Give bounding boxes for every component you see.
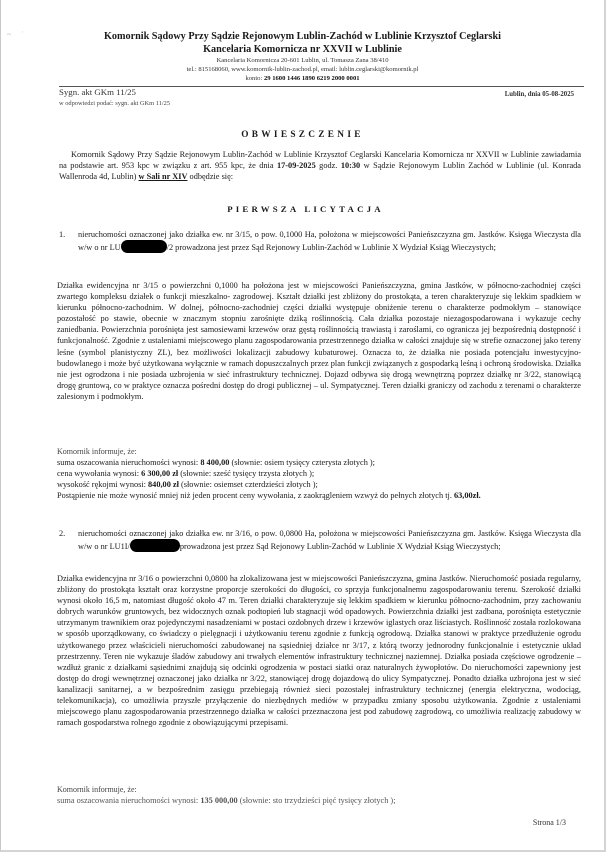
item-text: nieruchomości oznaczonej jako działka ew. nr 3/15, o pow. 0,1000 Ha, położona w miejscowości Panieńszczyzna gm. Jastków. Księga Wieczysta dla w/w o nr LU <box>78 230 581 252</box>
item-number: 1. <box>59 230 66 239</box>
redaction-block <box>121 240 167 253</box>
case-signature: Sygn. akt GKm 11/25 <box>59 87 136 97</box>
property-item-1 <box>59 229 581 253</box>
letterhead-address: Kancelaria Komornicza 20-601 Lublin, ul. Tomasza Zana 38/410 <box>216 57 389 64</box>
auction-date: 17-09-2025 <box>277 161 316 170</box>
redaction-block <box>130 539 180 552</box>
intro-text: godz. <box>315 161 341 170</box>
valuation-info-1 <box>57 446 587 501</box>
intro-paragraph <box>59 149 581 182</box>
place-date: Lublin, dnia 05-08-2025 <box>504 91 574 98</box>
property-item-2 <box>59 528 581 552</box>
letterhead <box>1 30 604 83</box>
item-text: prowadzona jest przez Sąd Rejonowy Lublin-Zachód w Lublinie X Wydział Ksiąg Wieczystych; <box>179 542 501 551</box>
letterhead-title: Komornik Sądowy Przy Sądzie Rejonowym Lublin-Zachód w Lublinie Krzysztof Ceglarski <box>103 31 502 42</box>
call-price-line: cena wywołania wynosi: 6 300,00 zł (słownie: sześć tysięcy trzysta złotych ); <box>57 469 315 478</box>
item-text: nieruchomości oznaczonej jako działka ew. nr 3/16, o pow. 0,0800 Ha, położona w miejscowości Panieńszczyzna gm. Jastków. Księga Wieczysta dla w/w o nr LU1I/ <box>78 529 581 551</box>
letterhead-office: Kancelaria Komornicza nr XXVII w Lublinie <box>203 44 402 55</box>
item-text: /2 prowadzona jest przez Sąd Rejonowy Lublin-Zachód w Lublinie X Wydział Ksiąg Wieczystych; <box>166 243 496 252</box>
estimate-value: 8 400,00 <box>200 458 230 467</box>
auction-room: w Sali nr XIV <box>138 172 188 181</box>
deposit-value: 840,00 zł <box>148 480 179 489</box>
account-label: konto: <box>245 75 263 82</box>
account-number: 29 1600 1446 1890 6219 2000 0001 <box>263 75 360 82</box>
info-heading: Komornik informuje, że: <box>57 447 137 456</box>
bid-increment-value: 63,00zł. <box>453 491 481 500</box>
letterhead-contact: tel.: 815168060, www.komornik-lublin-zachod.pl, email: lublin.ceglarski@komornik.pl <box>186 66 419 73</box>
estimate-line: suma oszacowania nieruchomości wynosi: 135 000,00 (słownie: sto trzydzieści pięć tysięcy złotych ); <box>57 796 396 805</box>
info-heading: Komornik informuje, że: <box>57 785 137 794</box>
page-number: Strona 1/3 <box>532 818 566 827</box>
estimate-value: 135 000,00 <box>200 796 238 805</box>
scan-artifact: ~ ˈ <box>7 30 28 39</box>
header-divider <box>59 86 584 87</box>
estimate-line: suma oszacowania nieruchomości wynosi: 8 400,00 (słownie: osiem tysięcy czterysta złotych ); <box>57 458 375 467</box>
property-description-2: Działka ewidencyjna nr 3/16 o powierzchni 0,0800 ha zlokalizowana jest w miejscowości Panieńszczyzna, gmina Jastków. Nieruchomość posiada regularny, zbliżony do prostokąta kształt oraz korzystne proporcje szerokości do długości, co sprzyja funkcjonalnemu zagospodarowaniu terenu. Szerokość działki wynosi około 16,5 m, natomiast długość około 47 m. Teren działki charakteryzuje się lekkim spadkiem w kierunku północno-zachodnim, przy zachowaniu dobrych warunków gruntowych, bez widocznych oznak podtopień lub stagnacji wód opadowych. Powierzchnia działki jest zadbana, porośnięta estetycznie utrzymanym trawnikiem oraz pojedynczymi nasadzeniami w postaci ozdobnych drzew i krzewów iglastych oraz liściastych. Roślinność została rozlokowana w sposób uporządkowany, co świadczy o pielęgnacji i użytkowaniu terenu zgodnie z funkcją ogrodową. Działka stanowi w praktyce przedłużenie ogrodu użytkowanego przez właścicieli nieruchomości zabudowanej na sąsiedniej działce nr 3/17, z którą tworzy jednorodny funkcjonalnie i estetycznie układ przestrzenny. Teren nie wykazuje śladów zabudowy ani trwałych elementów infrastruktury technicznej naziemnej. Działka posiada częściowe ogrodzenie – wzdłuż granic z działkami sąsiednimi znajdują się odcinki ogrodzenia w postaci siatki oraz naturalnych żywopłotów. Do nieruchomości zapewniony jest dostęp do drogi wewnętrznej oznaczonej jako działka nr 3/22, stanowiącej drogę dojazdową do ulicy Sympatycznej. Ponadto działka uzbrojona jest w sieć kanalizacji sanitarnej, a w bezpośrednim zasięgu przebiegają również sieci pozostałej infrastruktury technicznej (energia elektryczna, wodociąg, telekomunikacja), co umożliwia przyszłe przyłączenie do niezbędnych mediów w przypadku zmiany sposobu użytkowania. Zgodnie z ustaleniami miejscowego planu zagospodarowania przestrzennego działka w całości przeznaczona jest pod zabudowę zagrodową, co umożliwia realizację zabudowy w ramach gospodarstwa rolnego zgodnie z obowiązującymi przepisami. <box>57 574 581 728</box>
document-title: OBWIESZCZENIE <box>241 130 364 140</box>
valuation-info-2 <box>57 784 587 806</box>
intro-text: w Sądzie Rejonowym Lublin Zachód w Lublinie (ul. Konrada Wallenroda 4d, Lublin) <box>59 161 581 181</box>
auction-subtitle: PIERWSZA LICYTACJA <box>227 204 384 214</box>
deposit-line: wysokość rękojmi wynosi: 840,00 zł (słownie: osiemset czterdzieści złotych ); <box>57 480 318 489</box>
reply-reference: w odpowiedzi podać: sygn. akt GKm 11/25 <box>59 100 171 107</box>
call-price-value: 6 300,00 zł <box>141 469 179 478</box>
letterhead-account <box>1 74 604 83</box>
auction-time: 10:30 <box>340 161 361 170</box>
intro-text: Komornik Sądowy Przy Sądzie Rejonowym Lublin-Zachód w Lublinie Krzysztof Ceglarski Kancelaria Komornicza nr XXVII w Lublinie zawiadamia na podstawie art. 953 kpc w związku z art. 955 kpc, że dnia <box>59 150 581 170</box>
intro-text: odbędzie się: <box>187 172 234 181</box>
item-number: 2. <box>59 529 66 538</box>
property-description-1: Działka ewidencyjna nr 3/15 o powierzchni 0,1000 ha położona jest w miejscowości Panieńszczyzna, gmina Jastków, w północno-zachodniej części zwartego kompleksu działek o funkcji mieszkalno- zagrodowej. Kształt działki jest zbliżony do prostokąta, a teren charakteryzuje się lekkim spadkiem w kierunku północno-zachodnim. W dolnej, północno-zachodniej części działki występuje obniżenie terenu o charakterze podmokłym – stanowiące pozostałość po stawie, obecnie w znacznym stopniu zarośnięte dziką roślinnością. Cała działka pozostaje niezagospodarowana i wykazuje cechy zaniedbania. Powierzchnia porośnięta jest samosiewami krzewów oraz gęstą roślinnością trawiastą i zaroślami, co ogranicza jej bezpośrednią dostępność i funkcjonalność. Zgodnie z ustaleniami miejscowego planu zagospodarowania przestrzennego działka w całości znajduje się w strefie oznaczonej jako tereny leśne (symbol planistyczny ZL), bez możliwości lokalizacji zabudowy kubaturowej. Oznacza to, że działka nie posiada potencjału inwestycyjno-budowlanego i może być użytkowana wyłącznie w ramach dopuszczalnych przez plan funkcji związanych z gospodarką leśną i ochroną środowiska. Działka nie jest ogrodzona i nie posiada uzbrojenia w sieć infrastruktury technicznej. Dojazd odbywa się drogą wewnętrzną poprzez działkę nr 3/22, stanowiącą drogę gruntową, co w praktyce oznacza pośredni dostęp do drogi publicznej – ul. Sympatycznej. Teren działki graniczy od zachodu z terenami o charakterze zalesionym i podmokłym. <box>57 281 581 401</box>
bid-increment-line: Postąpienie nie może wynosić mniej niż jeden procent ceny wywołania, z zaokrągleniem wzwyż do pełnych złotych tj. 63,00zł. <box>57 491 481 500</box>
